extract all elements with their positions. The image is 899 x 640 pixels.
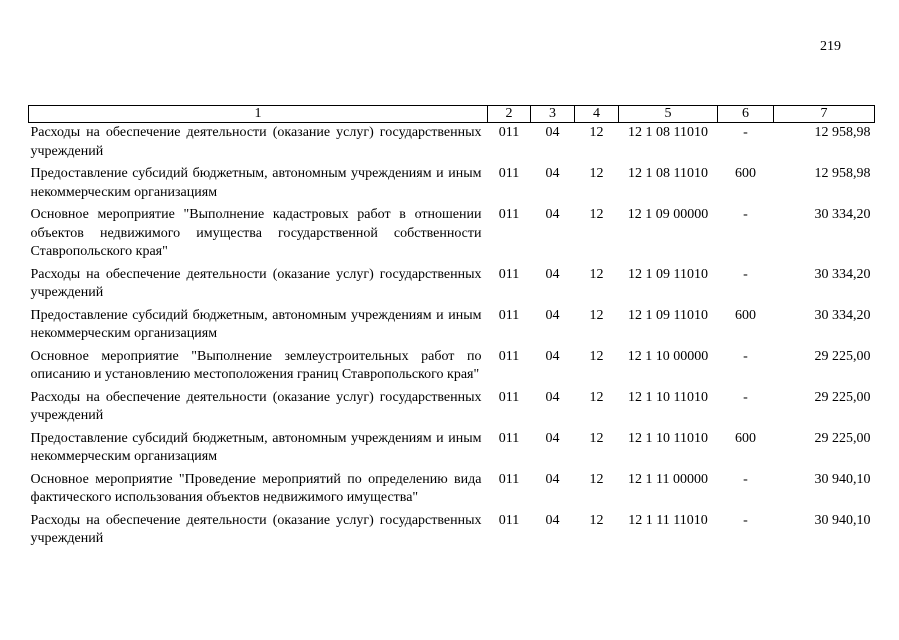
row-expense-type: - — [743, 207, 748, 222]
table-row — [29, 265, 875, 306]
row-target-article: 12 1 11 00000 — [628, 471, 708, 487]
row-admin-code: 011 — [498, 166, 520, 181]
table-row — [29, 164, 875, 205]
row-expense-type: - — [743, 389, 748, 405]
row-section: 04 — [545, 266, 560, 282]
row-expense-type: - — [743, 512, 748, 528]
row-target-article: 12 1 10 11010 — [628, 430, 708, 446]
table-row — [29, 470, 875, 511]
row-section: 04 — [545, 471, 560, 487]
row-target-article: 12 1 09 00000 — [627, 207, 709, 222]
row-description: Основное мероприятие "Выполнение кадастровых работ в отношении объектов недвижимого имущества государственной собственности Ставропольского края" — [30, 207, 482, 259]
row-subsection: 12 — [589, 266, 604, 282]
table-row — [29, 123, 875, 165]
row-target-article: 12 1 10 11010 — [628, 389, 708, 405]
row-expense-type: - — [743, 266, 748, 282]
column-header: 7 — [774, 106, 875, 123]
column-header: 2 — [488, 106, 531, 123]
row-description: Предоставление субсидий бюджетным, автономным учреждениям и иным некоммерческим организациям — [30, 166, 482, 200]
row-admin-code: 011 — [498, 266, 520, 282]
row-description: Основное мероприятие "Проведение мероприятий по определению вида фактического использования объектов недвижимого имущества" — [30, 471, 482, 505]
row-admin-code: 011 — [498, 389, 520, 405]
row-amount: 30 334,20 — [814, 307, 871, 323]
row-description: Расходы на обеспечение деятельности (оказание услуг) государственных учреждений — [30, 266, 482, 300]
row-description: Расходы на обеспечение деятельности (оказание услуг) государственных учреждений — [30, 389, 482, 423]
row-amount: 29 225,00 — [814, 430, 871, 446]
row-admin-code: 011 — [498, 471, 520, 487]
row-subsection: 12 — [589, 307, 604, 323]
row-amount: 30 940,10 — [814, 471, 871, 487]
table-row — [29, 388, 875, 429]
row-amount: 30 334,20 — [814, 207, 871, 222]
column-header: 5 — [619, 106, 718, 123]
table-row — [29, 429, 875, 470]
table-row — [29, 306, 875, 347]
row-target-article: 12 1 09 11010 — [628, 266, 708, 282]
row-expense-type: 600 — [735, 430, 756, 446]
row-expense-type: 600 — [735, 307, 756, 323]
page-number: 219 — [820, 39, 841, 54]
row-description: Предоставление субсидий бюджетным, автономным учреждениям и иным некоммерческим организациям — [30, 430, 482, 464]
row-subsection: 12 — [589, 207, 604, 222]
column-header: 3 — [531, 106, 575, 123]
table-header-row — [29, 106, 875, 123]
row-amount: 12 958,98 — [814, 166, 871, 181]
row-amount: 30 940,10 — [814, 512, 871, 528]
column-header: 4 — [575, 106, 619, 123]
row-expense-type: 600 — [735, 166, 756, 181]
row-subsection: 12 — [589, 430, 604, 446]
row-admin-code: 011 — [498, 348, 520, 364]
row-section: 04 — [545, 207, 560, 222]
table-row — [29, 347, 875, 388]
row-target-article: 12 1 10 00000 — [627, 348, 709, 364]
row-subsection: 12 — [589, 512, 604, 528]
row-admin-code: 011 — [498, 512, 520, 528]
row-section: 04 — [545, 389, 560, 405]
row-section: 04 — [545, 125, 560, 140]
table-row — [29, 205, 875, 265]
row-amount: 29 225,00 — [814, 389, 871, 405]
row-amount: 30 334,20 — [814, 266, 871, 282]
row-description: Основное мероприятие "Выполнение землеустроительных работ по описанию и установлению местоположения границ Ставропольского края" — [30, 348, 482, 382]
table-row — [29, 511, 875, 552]
column-header: 1 — [29, 106, 488, 123]
row-amount: 29 225,00 — [814, 348, 871, 364]
row-admin-code: 011 — [498, 125, 520, 140]
row-section: 04 — [545, 512, 560, 528]
row-target-article: 12 1 09 11010 — [628, 307, 708, 323]
row-expense-type: - — [743, 125, 748, 140]
row-target-article: 12 1 08 11010 — [628, 166, 708, 181]
row-subsection: 12 — [589, 471, 604, 487]
row-section: 04 — [545, 348, 560, 364]
row-expense-type: - — [743, 471, 748, 487]
row-description: Расходы на обеспечение деятельности (оказание услуг) государственных учреждений — [30, 125, 482, 159]
row-expense-type: - — [743, 348, 748, 364]
row-subsection: 12 — [589, 389, 604, 405]
row-admin-code: 011 — [498, 307, 520, 323]
row-subsection: 12 — [589, 348, 604, 364]
row-section: 04 — [545, 430, 560, 446]
row-amount: 12 958,98 — [814, 125, 871, 140]
row-description: Расходы на обеспечение деятельности (оказание услуг) государственных учреждений — [30, 512, 482, 546]
row-subsection: 12 — [589, 166, 604, 181]
row-description: Предоставление субсидий бюджетным, автономным учреждениям и иным некоммерческим организациям — [30, 307, 482, 341]
budget-table — [28, 105, 875, 552]
row-section: 04 — [545, 166, 560, 181]
row-target-article: 12 1 11 11010 — [628, 512, 708, 528]
row-target-article: 12 1 08 11010 — [628, 125, 708, 140]
row-subsection: 12 — [589, 125, 604, 140]
column-header: 6 — [718, 106, 774, 123]
row-admin-code: 011 — [498, 430, 520, 446]
row-admin-code: 011 — [498, 207, 520, 222]
row-section: 04 — [545, 307, 560, 323]
